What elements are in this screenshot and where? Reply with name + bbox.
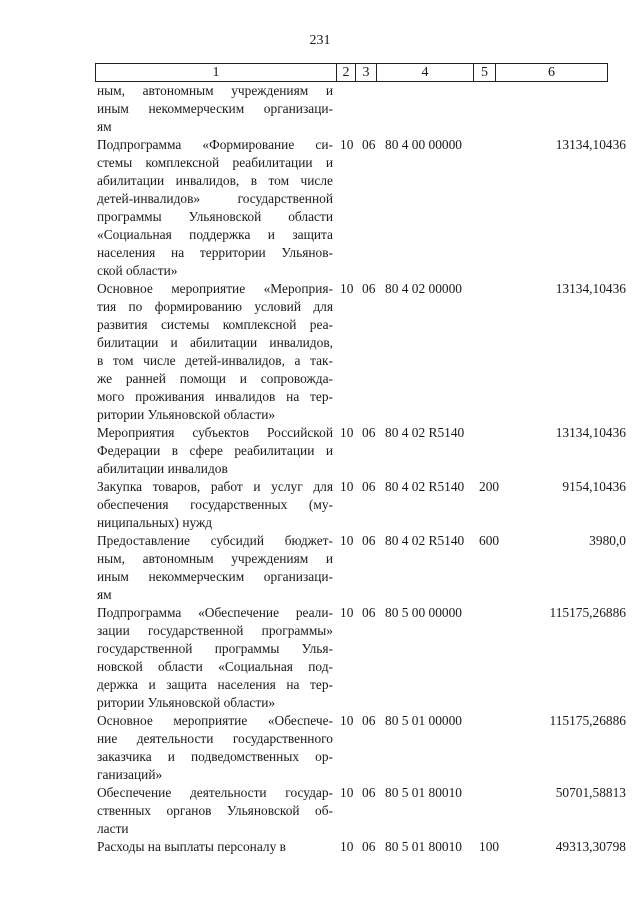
row-c2-value: 10 [340,137,354,152]
row-name-line: абилитации инвалидов [97,461,228,476]
column-header-3: 3 [356,64,377,82]
row-name-line: Основное мероприятие «Мероприя- [97,281,333,296]
row-name-line: ям [97,587,112,602]
table-row [0,478,640,532]
row-name-line: детей-инвалидов» государственной [97,191,333,206]
row-name [97,424,333,478]
row-name-line: ным, автономным учреждениям и [97,83,333,98]
row-name-line: заказчика и подведомственных ор- [97,749,333,764]
row-name-line: же ранней помощи и сопровожда- [97,371,333,386]
column-header-6: 6 [496,64,608,82]
column-header-1: 1 [96,64,337,82]
column-header-2: 2 [337,64,356,82]
row-name-line: ритории Ульяновской области» [97,407,276,422]
row-c3-value: 06 [362,281,376,296]
table-row [0,604,640,712]
row-name-line: ние деятельности государственного [97,731,333,746]
row-c5-value: 200 [479,479,500,494]
row-c4-value: 80 4 02 R5140 [385,425,465,440]
row-c3-value: 06 [362,785,376,800]
row-name-line: тия по формированию условий для [97,299,333,314]
row-name [97,478,333,532]
row-name-line: могo проживания инвалидов на тер- [97,389,333,404]
row-name-line: Расходы на выплаты персоналу в [97,839,286,854]
table-row [0,82,640,136]
row-c4-value: 80 4 02 00000 [385,281,462,296]
row-name-line: Мероприятия субъектов Российской [97,425,333,440]
row-c5-value: 600 [479,533,500,548]
row-name-line: новской области «Социальная под- [97,659,333,674]
table-row [0,136,640,280]
row-c3-value: 06 [362,479,376,494]
row-name [97,82,333,136]
row-name-line: ственных органов Ульяновской об- [97,803,333,818]
row-c2-value: 10 [340,605,354,620]
row-name-line: зации государственной программы» [97,623,333,638]
row-name-line: программы Ульяновской области [97,209,333,224]
row-name [97,280,333,424]
table-row [0,838,640,856]
row-c6-value: 3980,0 [589,533,626,548]
row-name-line: Основное мероприятие «Обеспече- [97,713,333,728]
row-c2-value: 10 [340,785,354,800]
row-c4-value: 80 5 01 80010 [385,785,462,800]
row-name-line: Предоставление субсидий бюджет- [97,533,333,548]
row-name-line: Обеспечение деятельности государ- [97,785,333,800]
column-header-4: 4 [377,64,474,82]
row-c6-value: 49313,30798 [555,839,626,854]
row-c3-value: 06 [362,533,376,548]
row-name-line: абилитации инвалидов, в том числе [97,173,333,188]
budget-table-body [0,82,640,856]
row-c4-value: 80 5 01 80010 [385,839,462,854]
row-c2-value: 10 [340,713,354,728]
row-name-line: Закупка товаров, работ и услуг для [97,479,333,494]
row-c2-value: 10 [340,281,354,296]
row-c3-value: 06 [362,839,376,854]
row-c6-value: 13134,10436 [555,425,626,440]
row-name-line: обеспечения государственных (му- [97,497,333,512]
row-c2-value: 10 [340,839,354,854]
row-c3-value: 06 [362,137,376,152]
row-c6-value: 13134,10436 [555,281,626,296]
row-c3-value: 06 [362,713,376,728]
row-c2-value: 10 [340,425,354,440]
row-c3-value: 06 [362,605,376,620]
row-name [97,532,333,604]
column-header-5: 5 [474,64,496,82]
row-name-line: ным, автономным учреждениям и [97,551,333,566]
row-c4-value: 80 4 02 R5140 [385,479,465,494]
row-c6-value: 115175,26886 [549,713,626,728]
row-name-line: «Социальная поддержка и защита [97,227,333,242]
row-name-line: билитации и абилитации инвалидов, [97,335,333,350]
row-c3-value: 06 [362,425,376,440]
row-name-line: ям [97,119,112,134]
row-c6-value: 115175,26886 [549,605,626,620]
table-row [0,532,640,604]
row-c6-value: 50701,58813 [555,785,626,800]
row-name-line: иным некоммерческим организаци- [97,101,333,116]
row-name-line: в том числе детей-инвалидов, а так- [97,353,333,368]
row-name [97,838,333,856]
row-name [97,784,333,838]
row-name-line: ской области» [97,263,178,278]
row-c4-value: 80 4 02 R5140 [385,533,465,548]
row-name-line: Подпрограмма «Формирование си- [97,137,333,152]
page-number: 231 [309,33,331,48]
table-row [0,280,640,424]
row-c4-value: 80 5 00 00000 [385,605,462,620]
row-name [97,712,333,784]
row-name [97,604,333,712]
row-name-line: ганизаций» [97,767,163,782]
row-c5-value: 100 [479,839,500,854]
row-name-line: ритории Ульяновской области» [97,695,276,710]
row-name-line: Федерации в сфере реабилитации и [97,443,333,458]
row-name [97,136,333,280]
table-row [0,784,640,838]
row-c6-value: 13134,10436 [555,137,626,152]
row-c4-value: 80 5 01 00000 [385,713,462,728]
row-name-line: Подпрограмма «Обеспечение реали- [97,605,333,620]
column-header-table [95,63,608,82]
row-c6-value: 9154,10436 [562,479,626,494]
row-name-line: ниципальных) нужд [97,515,213,530]
table-row [0,712,640,784]
table-row [0,424,640,478]
row-name-line: стемы комплексной реабилитации и [97,155,333,170]
row-name-line: держка и защита населения на тер- [97,677,333,692]
row-c4-value: 80 4 00 00000 [385,137,462,152]
row-c2-value: 10 [340,479,354,494]
row-c2-value: 10 [340,533,354,548]
column-header-row [96,64,608,82]
row-name-line: населения на территории Ульянов- [97,245,333,260]
row-name-line: развития системы комплексной реа- [97,317,333,332]
row-name-line: иным некоммерческим организаци- [97,569,333,584]
row-name-line: ласти [97,821,129,836]
row-name-line: государственной программы Улья- [97,641,333,656]
